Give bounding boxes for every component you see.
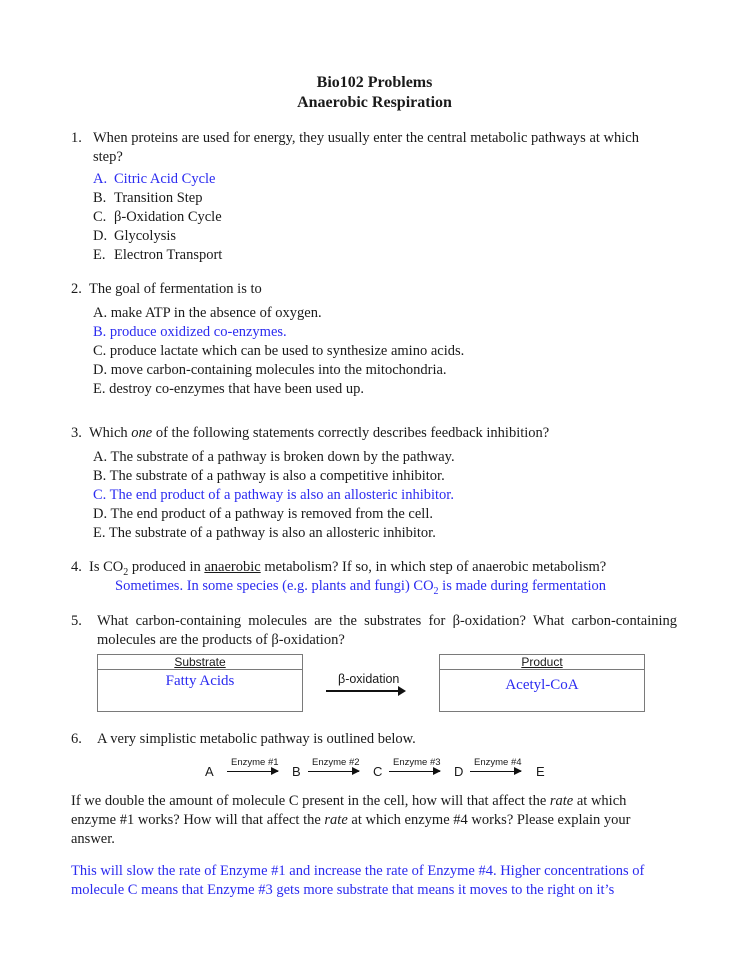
option-b bbox=[93, 189, 203, 208]
question-number: 2. bbox=[71, 281, 82, 297]
option-letter: A. bbox=[93, 171, 108, 187]
question-text: step? bbox=[93, 149, 123, 165]
answer-text: molecule C means that Enzyme #3 gets more substrate that means it moves to the right on it’s bbox=[71, 882, 615, 898]
question-text bbox=[71, 792, 626, 811]
substrate-answer: Fatty Acids bbox=[165, 673, 235, 689]
option-letter: C. bbox=[93, 209, 107, 225]
option-d: D. move carbon-containing molecules into the mitochondria. bbox=[93, 362, 447, 378]
option-c: C. produce lactate which can be used to synthesize amino acids. bbox=[93, 343, 465, 359]
subscript: 2 bbox=[123, 566, 129, 578]
option-c bbox=[93, 208, 222, 227]
emphasis: one bbox=[131, 425, 153, 441]
process-label: β-oxidation bbox=[338, 672, 400, 686]
question-number: 1. bbox=[71, 130, 82, 146]
option-a: A. The substrate of a pathway is broken down by the pathway. bbox=[93, 449, 455, 465]
molecule-c: C bbox=[373, 764, 383, 779]
option-a-correct bbox=[93, 170, 215, 189]
question-number: 4. bbox=[71, 559, 82, 575]
text-fragment: produced in bbox=[128, 559, 205, 575]
product-box bbox=[439, 654, 645, 712]
emphasis: rate bbox=[549, 793, 574, 809]
question-text bbox=[89, 424, 549, 443]
right-arrow-icon bbox=[227, 771, 278, 772]
product-answer: Acetyl-CoA bbox=[505, 677, 579, 693]
molecule-e: E bbox=[536, 764, 545, 779]
enzyme-2-label: Enzyme #2 bbox=[312, 757, 360, 768]
right-arrow-icon bbox=[308, 771, 359, 772]
text-fragment: Sometimes. In some species (e.g. plants and fungi) CO bbox=[115, 578, 434, 594]
question-number: 6. bbox=[71, 731, 82, 747]
option-a: A. make ATP in the absence of oxygen. bbox=[93, 305, 322, 321]
option-letter: E. bbox=[93, 247, 106, 263]
option-text: Transition Step bbox=[114, 190, 203, 206]
molecule-a: A bbox=[205, 764, 214, 779]
question-text: The goal of fermentation is to bbox=[89, 281, 262, 297]
option-text: Citric Acid Cycle bbox=[114, 171, 216, 187]
enzyme-1-label: Enzyme #1 bbox=[231, 757, 279, 768]
text-fragment: is made during fermentation bbox=[438, 578, 607, 594]
right-arrow-icon bbox=[326, 690, 404, 692]
molecule-b: B bbox=[292, 764, 301, 779]
option-d bbox=[93, 227, 176, 246]
option-letter: D. bbox=[93, 228, 108, 244]
product-header-label: Product bbox=[521, 655, 563, 669]
answer-text: This will slow the rate of Enzyme #1 and increase the rate of Enzyme #4. Higher concentrations of bbox=[71, 863, 645, 879]
emphasis: rate bbox=[324, 812, 348, 828]
underlined-term: anaerobic bbox=[204, 559, 261, 575]
document-subtitle: Anaerobic Respiration bbox=[297, 94, 452, 111]
option-e: E. destroy co-enzymes that have been used up. bbox=[93, 381, 364, 397]
question-number: 5. bbox=[71, 613, 82, 629]
text-fragment: metabolism? If so, in which step of anaerobic metabolism? bbox=[260, 559, 607, 575]
option-text: β-Oxidation Cycle bbox=[114, 209, 222, 225]
substrate-header bbox=[98, 655, 302, 670]
option-text: Glycolysis bbox=[114, 228, 177, 244]
text-fragment: Which bbox=[89, 425, 132, 441]
option-b: B. The substrate of a pathway is also a competitive inhibitor. bbox=[93, 468, 445, 484]
question-number: 3. bbox=[71, 425, 82, 441]
option-e: E. The substrate of a pathway is also an allosteric inhibitor. bbox=[93, 525, 436, 541]
text-fragment: Is CO bbox=[89, 559, 124, 575]
text-fragment: at which enzyme #4 works? Please explain your bbox=[347, 812, 631, 828]
subscript: 2 bbox=[433, 585, 439, 597]
question-text bbox=[71, 811, 630, 830]
option-letter: B. bbox=[93, 190, 107, 206]
option-b-correct: B. produce oxidized co-enzymes. bbox=[93, 324, 287, 340]
product-header bbox=[440, 655, 644, 670]
substrate-box bbox=[97, 654, 303, 712]
option-c-correct: C. The end product of a pathway is also an allosteric inhibitor. bbox=[93, 487, 454, 503]
right-arrow-icon bbox=[389, 771, 440, 772]
question-text: A very simplistic metabolic pathway is outlined below. bbox=[97, 731, 416, 747]
enzyme-4-label: Enzyme #4 bbox=[474, 757, 522, 768]
question-text: When proteins are used for energy, they usually enter the central metabolic pathways at which bbox=[93, 130, 639, 146]
enzyme-3-label: Enzyme #3 bbox=[393, 757, 441, 768]
substrate-header-label: Substrate bbox=[174, 655, 226, 669]
right-arrow-icon bbox=[470, 771, 521, 772]
document-title: Bio102 Problems bbox=[316, 74, 433, 91]
molecule-d: D bbox=[454, 764, 464, 779]
option-d: D. The end product of a pathway is removed from the cell. bbox=[93, 506, 433, 522]
answer-text bbox=[115, 577, 606, 601]
text-fragment: of the following statements correctly describes feedback inhibition? bbox=[152, 425, 550, 441]
option-e bbox=[93, 246, 222, 265]
question-text: What carbon-containing molecules are the substrates for β-oxidation? What carbon-containing molecules are the products of β-oxidation? bbox=[97, 613, 677, 648]
text-fragment: at which bbox=[573, 793, 627, 809]
text-fragment: If we double the amount of molecule C present in the cell, how will that affect the bbox=[71, 793, 550, 809]
option-text: Electron Transport bbox=[114, 247, 223, 263]
question-text: answer. bbox=[71, 831, 115, 847]
text-fragment: enzyme #1 works? How will that affect the bbox=[71, 812, 325, 828]
